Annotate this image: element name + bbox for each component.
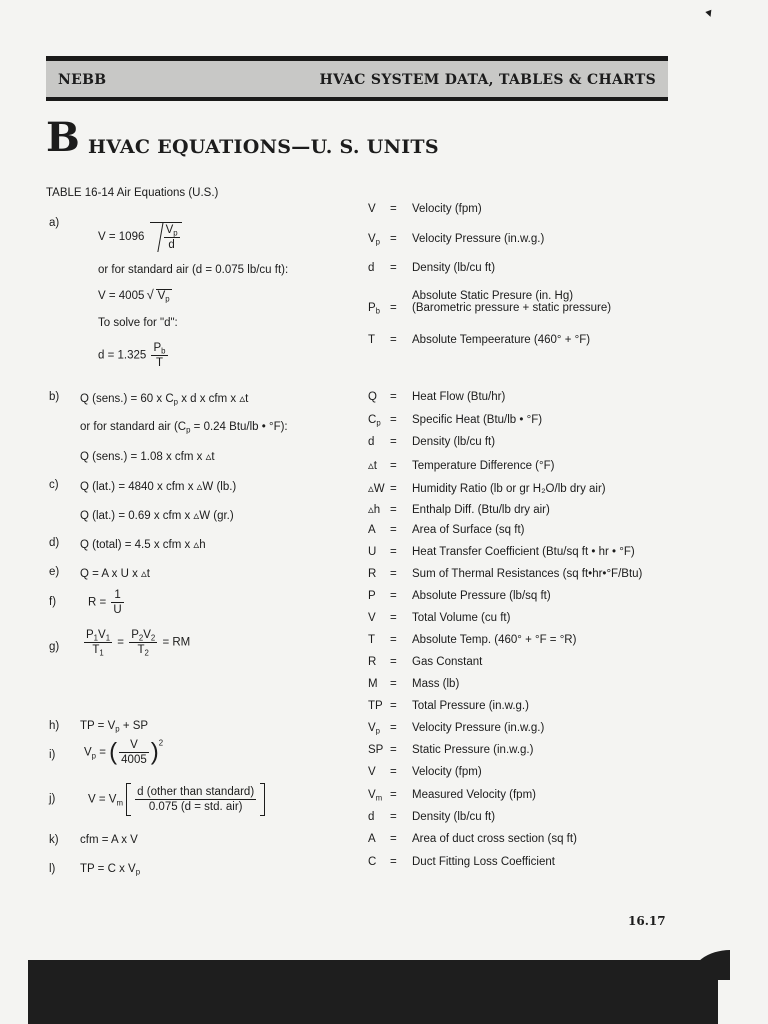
table-caption: TABLE 16-14 Air Equations (U.S.) <box>46 187 219 199</box>
equation-label-c: c) <box>49 479 59 491</box>
definition-line: Temperature Difference (°F) <box>412 460 555 472</box>
definition-text <box>412 436 495 448</box>
subscript: p <box>375 726 381 736</box>
definition-row <box>368 811 495 823</box>
symbol-text: ▵t <box>368 460 377 472</box>
radicand: V <box>157 290 166 302</box>
symbol-text: M <box>368 678 378 690</box>
text-run: V <box>98 629 106 641</box>
equals-sign: = <box>390 524 397 536</box>
definition-row <box>368 203 482 215</box>
equals-sign: = <box>390 504 397 516</box>
equation-l-total-pressure <box>80 863 140 875</box>
definition-text <box>412 483 606 495</box>
definition-symbol <box>368 334 390 346</box>
text-run: = <box>96 746 106 759</box>
equation-label-b: b) <box>49 391 60 403</box>
definition-symbol <box>368 414 390 426</box>
definition-line: Total Pressure (in.w.g.) <box>412 700 529 712</box>
section-letter: B <box>46 114 80 161</box>
symbol-text: ▵h <box>368 504 381 516</box>
symbol-text: V <box>368 612 376 624</box>
definition-text <box>412 634 576 646</box>
equation-label-h: h) <box>49 720 60 732</box>
text-run: = 0.24 Btu/lb • °F): <box>190 421 288 433</box>
definition-text <box>412 391 505 403</box>
definition-symbol <box>368 700 390 712</box>
subscript: p <box>91 751 97 761</box>
definition-text <box>412 290 611 314</box>
equation-b-standard-air: Q (sens.) = 1.08 x cfm x ▵t <box>80 451 215 463</box>
subscript: p <box>376 418 381 428</box>
fraction-denominator: 4005 <box>121 754 147 766</box>
fraction-numerator: V <box>119 738 149 753</box>
equation-k-airflow: cfm = A x V <box>80 834 138 846</box>
definition-line: Density (lb/cu ft) <box>412 262 496 274</box>
definition-line: Absolute Static Presure (in. Hg) <box>412 290 574 302</box>
definition-text <box>412 460 554 472</box>
text-run: V <box>143 629 151 641</box>
equation-a3-lhs: d = 1.325 <box>98 349 147 362</box>
definition-row <box>368 568 642 580</box>
definition-line: Density (lb/cu ft) <box>412 436 496 448</box>
equals-sign: = <box>390 722 397 734</box>
equals-sign: = <box>390 334 397 346</box>
definition-text <box>412 334 590 346</box>
text-run: or for standard air (C <box>80 421 187 433</box>
equals-sign: = <box>390 436 397 448</box>
fraction <box>119 738 149 767</box>
equals-sign: = <box>390 568 397 580</box>
definition-symbol <box>368 502 390 516</box>
definition-text <box>412 612 510 624</box>
equation-label-g: g) <box>49 641 60 653</box>
equals-sign: = <box>390 811 397 823</box>
equals-sign: = <box>390 460 397 472</box>
definition-text <box>412 789 536 801</box>
fraction-numerator: d (other than standard) <box>137 786 255 798</box>
definition-row <box>368 612 510 624</box>
subscript: p <box>375 237 381 247</box>
fraction-denominator: T <box>155 357 164 369</box>
equation-j-measured-velocity <box>88 783 265 816</box>
definition-symbol <box>368 203 390 215</box>
definition-row <box>368 436 495 448</box>
definition-symbol <box>368 833 390 845</box>
equation-e-heat-transfer: Q = A x U x ▵t <box>80 568 151 580</box>
header-publisher: NEBB <box>58 72 107 88</box>
definition-line: Absolute Temp. (460° + °F = °R) <box>412 634 577 646</box>
equation-b-standard-air-note <box>80 421 288 433</box>
definition-row <box>368 856 555 868</box>
subscript: 1 <box>105 633 111 643</box>
equals-sign: = <box>117 636 124 649</box>
symbol-text: R <box>368 568 377 580</box>
equation-i-velocity-pressure <box>84 738 163 767</box>
definition-row <box>368 546 635 558</box>
fraction <box>129 628 157 657</box>
definition-symbol <box>368 789 390 801</box>
corner-mark: ▼ <box>702 6 717 22</box>
equation-f-resistance <box>88 588 126 617</box>
definition-line: Duct Fitting Loss Coefficient <box>412 856 555 868</box>
equation-label-l: l) <box>49 863 56 875</box>
equals-sign: = <box>390 233 397 245</box>
definition-text <box>412 546 635 558</box>
definition-line: Sum of Thermal Resistances (sq ft•hr•°F/Btu) <box>412 568 643 580</box>
fraction-denominator: U <box>113 604 122 616</box>
text-run: V <box>84 746 92 759</box>
definition-text <box>412 233 544 245</box>
definition-symbol <box>368 546 390 558</box>
equals-sign: = <box>390 483 397 495</box>
definition-line: Total Volume (cu ft) <box>412 612 511 624</box>
fraction-denominator: 0.075 (d = std. air) <box>148 801 243 813</box>
definition-symbol <box>368 568 390 580</box>
definition-line: Area of Surface (sq ft) <box>412 524 525 536</box>
equals-sign: = <box>390 656 397 668</box>
definition-row <box>368 233 544 245</box>
definition-symbol <box>368 302 390 314</box>
definition-symbol <box>368 634 390 646</box>
equation-label-d: d) <box>49 537 60 549</box>
symbol-text: d <box>368 262 375 274</box>
definition-line: Velocity (fpm) <box>412 203 482 215</box>
symbol-text: C <box>368 414 377 426</box>
symbol-text: T <box>368 634 376 646</box>
subscript: p <box>165 294 170 304</box>
subscript: 1 <box>99 648 104 658</box>
definition-text <box>412 590 551 602</box>
subscript: m <box>116 798 123 808</box>
text-run: TP = C x V <box>80 863 136 875</box>
definition-row <box>368 524 525 536</box>
fraction-denominator: d <box>168 239 175 251</box>
subscript: p <box>115 724 120 734</box>
definition-row <box>368 334 590 346</box>
subscript: p <box>173 397 178 407</box>
equation-f-lhs: R = <box>88 596 107 609</box>
fraction <box>151 341 167 370</box>
equals-sign: = <box>390 414 397 426</box>
definition-symbol <box>368 612 390 624</box>
equals-sign: = <box>390 262 397 274</box>
equals-sign: = <box>390 700 397 712</box>
page-edge-shadow <box>28 960 718 1024</box>
equation-g-rhs: = RM <box>162 636 191 649</box>
bracket <box>126 783 265 816</box>
running-header <box>46 61 668 101</box>
definition-text <box>412 700 529 712</box>
equation-h-total-pressure <box>80 720 148 732</box>
definition-row <box>368 391 505 403</box>
definition-line: Mass (lb) <box>412 678 460 690</box>
definition-row <box>368 656 482 668</box>
definition-symbol <box>368 436 390 448</box>
square-root-sign <box>156 289 172 302</box>
symbol-text: V <box>368 789 376 801</box>
definition-line: Measured Velocity (fpm) <box>412 789 536 801</box>
symbol-text: P <box>368 590 376 602</box>
equation-a-lhs: V = 1096 <box>98 231 145 244</box>
definition-text <box>412 678 459 690</box>
page-number: 16.17 <box>628 914 666 928</box>
fraction <box>135 785 256 814</box>
equation-a-density <box>98 341 170 370</box>
fraction <box>111 588 123 617</box>
definition-symbol <box>368 458 390 472</box>
fraction-numerator: 1 <box>111 588 123 603</box>
symbol-text: P <box>368 302 376 314</box>
subscript: m <box>375 793 383 803</box>
section-title: HVAC EQUATIONS—U. S. UNITS <box>88 136 439 158</box>
definition-row <box>368 458 554 472</box>
definition-text <box>412 524 525 536</box>
text-run: V = V <box>88 793 117 806</box>
symbol-text: Q <box>368 391 377 403</box>
equation-label-j: j) <box>49 793 56 805</box>
symbol-text: A <box>368 833 376 845</box>
definition-symbol <box>368 744 390 756</box>
definition-row <box>368 766 482 778</box>
definition-text <box>412 568 642 580</box>
text-run: Q (sens.) = 60 x C <box>80 393 174 405</box>
symbol-text: d <box>368 811 375 823</box>
definition-symbol <box>368 656 390 668</box>
definition-row <box>368 789 536 801</box>
symbol-text: V <box>368 203 376 215</box>
definition-row <box>368 678 459 690</box>
equation-d-total-heat: Q (total) = 4.5 x cfm x ▵h <box>80 539 206 551</box>
left-paren: ( <box>109 738 118 766</box>
equals-sign: = <box>390 766 397 778</box>
exponent: 2 <box>158 738 164 748</box>
definition-line: Velocity Pressure (in.w.g.) <box>412 722 545 734</box>
symbol-text: SP <box>368 744 384 756</box>
equation-a-standard-air <box>98 289 172 302</box>
equals-sign: = <box>390 203 397 215</box>
equation-label-i: i) <box>49 749 56 761</box>
text-run: P <box>86 629 94 641</box>
definition-line: Heat Flow (Btu/hr) <box>412 391 506 403</box>
text-run: + SP <box>119 720 149 732</box>
equals-sign: = <box>390 856 397 868</box>
subscript: 1 <box>93 633 99 643</box>
right-paren: ) <box>150 738 159 766</box>
equation-a2-lhs: V = 4005 <box>98 290 145 302</box>
equation-label-a: a) <box>49 217 60 229</box>
square-root-sign <box>150 222 182 252</box>
text-run: TP = V <box>80 720 116 732</box>
definition-symbol <box>368 262 390 274</box>
symbol-text: V <box>368 233 376 245</box>
fraction <box>84 628 112 657</box>
equals-sign: = <box>390 833 397 845</box>
text-run: T <box>137 644 145 656</box>
subscript: 2 <box>150 633 156 643</box>
definition-line: Heat Transfer Coefficient (Btu/sq ft • hr • °F) <box>412 546 635 558</box>
definition-symbol <box>368 811 390 823</box>
definition-text <box>412 203 482 215</box>
definition-row <box>368 634 576 646</box>
definition-line: Gas Constant <box>412 656 483 668</box>
equals-sign: = <box>390 612 397 624</box>
symbol-text: TP <box>368 700 383 712</box>
definition-text <box>412 504 550 516</box>
equation-c-latent-lb: Q (lat.) = 4840 x cfm x ▵W (lb.) <box>80 481 237 493</box>
definition-line: Specific Heat (Btu/lb • °F) <box>412 414 543 426</box>
subscript: 2 <box>138 633 144 643</box>
symbol-text: R <box>368 656 377 668</box>
text-run: P <box>131 629 139 641</box>
definition-row <box>368 744 533 756</box>
equation-a-solve-note: To solve for "d": <box>98 317 178 329</box>
fraction-numerator: V <box>165 224 174 236</box>
definition-text <box>412 766 482 778</box>
fraction <box>164 223 180 252</box>
symbol-text: ▵W <box>368 483 385 495</box>
equation-g-gas-law <box>82 628 190 657</box>
definition-text <box>412 722 544 734</box>
symbol-text: T <box>368 334 376 346</box>
definition-text <box>412 744 533 756</box>
definition-row <box>368 833 577 845</box>
equation-a-standard-air-note: or for standard air (d = 0.075 lb/cu ft): <box>98 264 289 276</box>
symbol-text: V <box>368 766 376 778</box>
equation-c-latent-gr: Q (lat.) = 0.69 x cfm x ▵W (gr.) <box>80 510 234 522</box>
text-run: T <box>92 644 100 656</box>
definition-line: Absolute Pressure (lb/sq ft) <box>412 590 551 602</box>
definition-text <box>412 811 495 823</box>
definition-text <box>412 414 542 426</box>
equals-sign: = <box>390 634 397 646</box>
equation-label-k: k) <box>49 834 59 846</box>
definition-text <box>412 856 555 868</box>
subscript: b <box>375 306 381 316</box>
definition-line: Static Pressure (in.w.g.) <box>412 744 534 756</box>
symbol-text: d <box>368 436 375 448</box>
definition-symbol <box>368 678 390 690</box>
equals-sign: = <box>390 678 397 690</box>
symbol-text: V <box>368 722 376 734</box>
definition-symbol <box>368 856 390 868</box>
equals-sign: = <box>390 744 397 756</box>
subscript: p <box>135 867 141 877</box>
symbol-text: A <box>368 524 376 536</box>
definition-line: Velocity Pressure (in.w.g.) <box>412 233 545 245</box>
subscript: p <box>173 228 178 238</box>
equation-label-f: f) <box>49 596 57 608</box>
equals-sign: = <box>390 789 397 801</box>
subscript: b <box>161 346 166 356</box>
definition-text <box>412 656 482 668</box>
definition-symbol <box>368 391 390 403</box>
definition-line: Absolute Tempeerature (460° + °F) <box>412 334 591 346</box>
fraction-numerator: P <box>153 342 162 354</box>
definition-row <box>368 722 544 734</box>
definition-text <box>412 262 495 274</box>
definition-symbol <box>368 233 390 245</box>
definition-row <box>368 590 551 602</box>
definition-symbol <box>368 766 390 778</box>
symbol-text: U <box>368 546 377 558</box>
definition-row <box>368 700 529 712</box>
subscript: p <box>186 425 191 435</box>
definition-line: Area of duct cross section (sq ft) <box>412 833 577 845</box>
text-run: x d x cfm x ▵t <box>178 393 249 405</box>
definition-text <box>412 833 577 845</box>
equation-b-sensible-heat <box>80 391 248 405</box>
definition-line: Enthalp Diff. (Btu/lb dry air) <box>412 504 550 516</box>
definition-line: (Barometric pressure + static pressure) <box>412 302 612 314</box>
equation-label-e: e) <box>49 566 60 578</box>
definition-row <box>368 502 550 516</box>
definition-line: Density (lb/cu ft) <box>412 811 496 823</box>
equals-sign: = <box>390 302 397 314</box>
equation-a-velocity <box>98 222 182 252</box>
symbol-text: C <box>368 856 377 868</box>
definition-line: Velocity (fpm) <box>412 766 482 778</box>
definition-symbol <box>368 524 390 536</box>
definition-row <box>368 414 542 426</box>
definition-row <box>368 262 495 274</box>
definition-line: Humidity Ratio (lb or gr H₂O/lb dry air) <box>412 483 606 495</box>
subscript: 2 <box>144 648 149 658</box>
definition-symbol <box>368 481 390 495</box>
equals-sign: = <box>390 590 397 602</box>
header-chapter-title: HVAC SYSTEM DATA, TABLES & CHARTS <box>319 72 656 88</box>
definition-symbol <box>368 590 390 602</box>
equals-sign: = <box>390 546 397 558</box>
definition-symbol <box>368 722 390 734</box>
definition-row <box>368 290 611 314</box>
definition-row <box>368 481 606 495</box>
equals-sign: = <box>390 391 397 403</box>
